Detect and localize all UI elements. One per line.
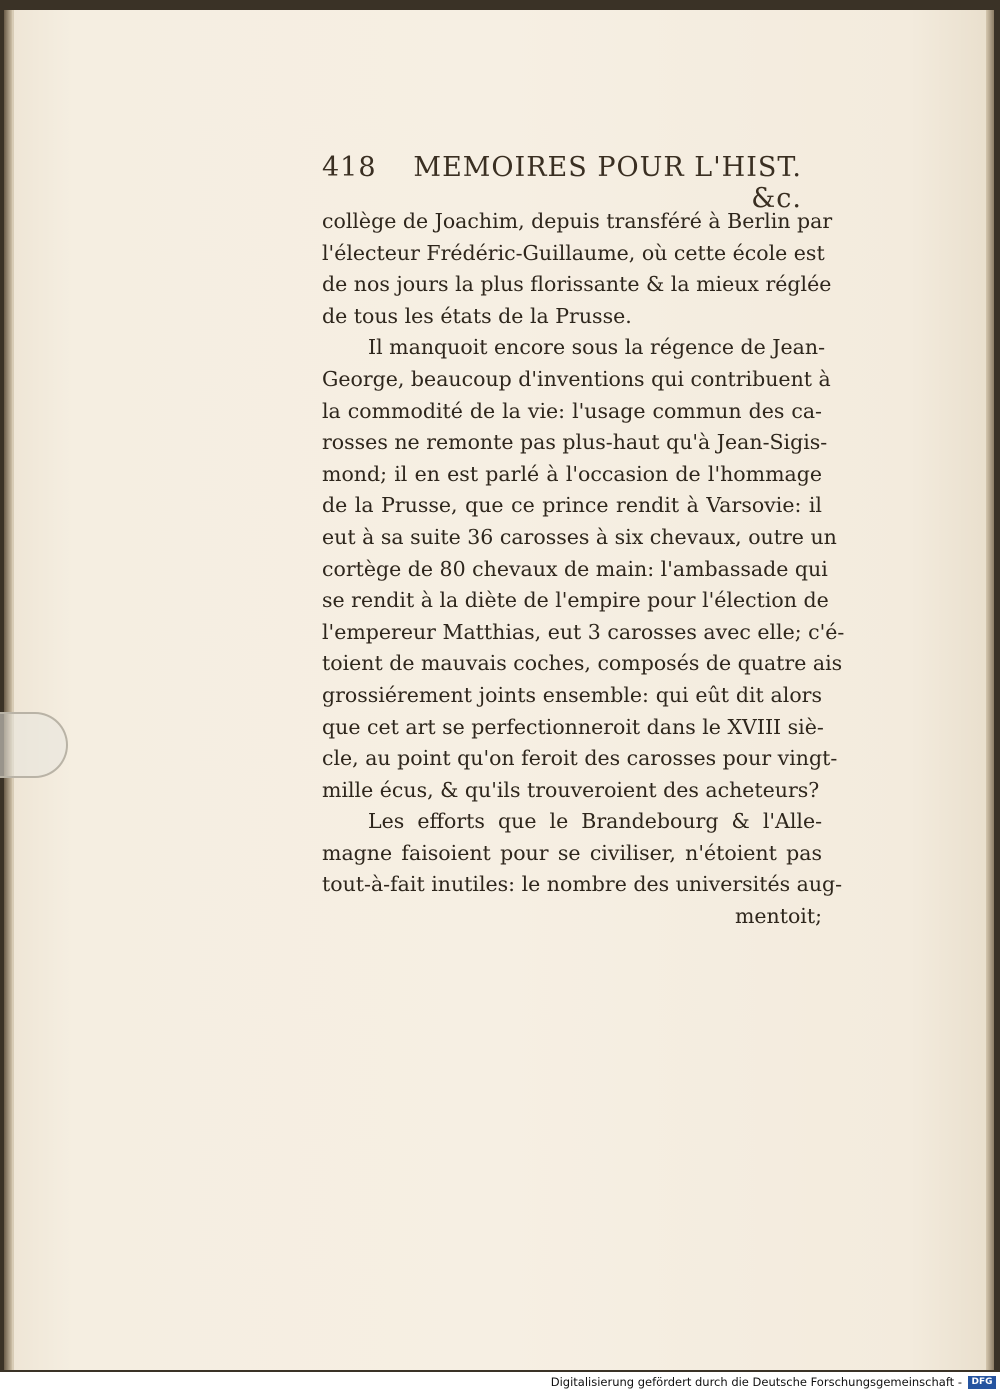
text-line: cortège de 80 chevaux de main: l'ambassade qui [322,556,828,581]
running-head [322,152,802,214]
text-line: mille écus, & qu'ils trouveroient des acheteurs? [322,777,820,802]
text-line: Les efforts que le Brandebourg & l'Alle- [368,809,822,834]
text-line: cle, au point qu'on feroit des carosses pour vingt- [322,746,838,771]
text-line: de tous les états de la Prusse. [322,303,632,328]
text-line: la commodité de la vie: l'usage commun des ca- [322,398,822,423]
book-fore-edge [986,10,994,1370]
text-line: collège de Joachim, depuis transféré à Berlin par [322,209,833,233]
text-line: toient de mauvais coches, composés de quatre ais [322,651,843,676]
text-line: grossiérement joints ensemble: qui eût dit alors [322,682,822,707]
text-line: de la Prusse, que ce prince rendit à Varsovie: il [322,493,822,518]
body-text [322,206,845,933]
text-line: eut à sa suite 36 carosses à six chevaux, outre un [322,524,837,549]
text-line: de nos jours la plus florissante & la mieux réglée [322,272,832,297]
text-line: mond; il en est parlé à l'occasion de l'hommage [322,461,822,486]
catchword: mentoit; [734,904,822,929]
dfg-logo: DFG [968,1376,996,1389]
text-line: l'empereur Matthias, eut 3 carosses avec elle; c'é- [322,619,845,644]
digitization-footer [0,1372,1000,1393]
page-clip [0,712,68,778]
running-title: MEMOIRES POUR L'HIST. &c. [413,152,802,214]
text-line: rosses ne remonte pas plus-haut qu'à Jean-Sigis- [322,430,828,455]
page-number: 418 [322,152,377,183]
text-line: George, beaucoup d'inventions qui contribuent à [322,366,831,391]
funding-credit: Digitalisierung gefördert durch die Deutsche Forschungsgemeinschaft - [550,1375,962,1389]
text-line: Il manquoit encore sous la régence de Jean- [368,335,826,360]
book-spine-edge [4,10,12,1370]
text-line: que cet art se perfectionneroit dans le XVIII siè- [322,714,824,739]
text-line: l'électeur Frédéric-Guillaume, où cette école est [322,240,825,265]
text-line: magne faisoient pour se civiliser, n'étoient pas [322,840,822,865]
text-line: tout-à-fait inutiles: le nombre des universités aug- [322,872,843,897]
text-line: se rendit à la diète de l'empire pour l'élection de [322,588,829,613]
